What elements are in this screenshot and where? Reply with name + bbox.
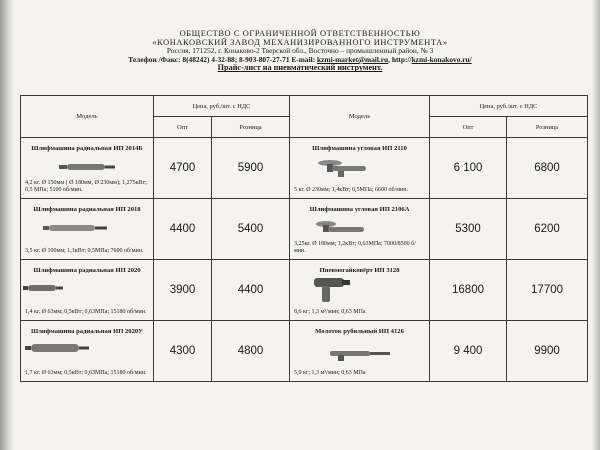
opt-price: 5300 xyxy=(430,199,507,260)
impact-wrench-icon xyxy=(312,276,352,304)
product-cell xyxy=(21,199,154,260)
retail-price: 5400 xyxy=(212,199,290,260)
product-specs: 5 кг. Ø 230мм; 1,4кВт; 0,5МПа; 6600 об/мин. xyxy=(294,187,408,194)
http-label: , http:// xyxy=(388,54,412,64)
product-cell xyxy=(290,321,430,382)
company-address: Россия, 171252, г. Конаково-2 Тверской обл., Восточно – промышленный район, № 3 xyxy=(166,46,434,56)
site-link[interactable]: kzmi-konakovo.ru/ xyxy=(411,54,472,64)
radial-grinder-icon xyxy=(43,224,107,232)
model-header-left: Модель xyxy=(21,96,154,138)
opt-price: 4400 xyxy=(154,199,212,260)
product-cell xyxy=(21,138,154,199)
retail-price: 17700 xyxy=(507,260,588,321)
opt-price: 9 400 xyxy=(430,321,507,382)
model-header-right: Модель xyxy=(290,96,430,138)
product-specs: 3,5 кг. Ø 100мм; 1,1кВт; 0,5МПа; 7600 об/мин. xyxy=(25,248,144,255)
radial-grinder-icon xyxy=(25,343,89,353)
product-cell xyxy=(290,199,430,260)
retail-price: 6200 xyxy=(507,199,588,260)
price-header-right: Цена, руб./шт. с НДС xyxy=(430,96,588,117)
scan-shadow-right xyxy=(592,0,600,450)
product-name: Молоток рубильный ИП 4126 xyxy=(315,328,404,335)
opt-price: 16800 xyxy=(430,260,507,321)
product-name: Шлифмашина угловая ИП 2110 xyxy=(312,145,407,152)
angle-grinder-icon xyxy=(318,156,370,178)
opt-price: 6 100 xyxy=(430,138,507,199)
table-header-row xyxy=(21,96,588,117)
product-cell xyxy=(21,321,154,382)
table-row xyxy=(21,260,588,321)
retail-price: 5900 xyxy=(212,138,290,199)
letterhead xyxy=(120,30,480,73)
email-link[interactable]: kzmi-market@mail.ru xyxy=(317,54,389,64)
product-name: Шлифмашина радиальная ИП 2018 xyxy=(33,206,141,213)
opt-header-right: Опт xyxy=(430,117,507,138)
opt-price: 4300 xyxy=(154,321,212,382)
product-specs: 1,7 кг. Ø 63мм; 0,5кВт; 0,63МПа; 15180 об/мин. xyxy=(25,370,147,377)
product-name: Шлифмашина радиальная ИП 2020У xyxy=(30,328,144,335)
retail-price: 4800 xyxy=(212,321,290,382)
opt-price: 3900 xyxy=(154,260,212,321)
product-specs: 8,6 кг; 1,3 м³/мин; 0,63 МПа xyxy=(294,309,366,316)
product-name: Шлифмашина радиальная ИП 2014Б xyxy=(31,145,143,152)
angle-grinder-icon xyxy=(316,218,368,238)
product-name: Шлифмашина угловая ИП 2106А xyxy=(309,206,410,213)
retail-price: 4400 xyxy=(212,260,290,321)
chipping-hammer-icon xyxy=(330,345,390,361)
product-name: Шлифмашина радиальная ИП 2020 xyxy=(33,267,141,274)
price-table xyxy=(20,95,588,382)
retail-price: 6800 xyxy=(507,138,588,199)
company-line-1: ОБЩЕСТВО С ОГРАНИЧЕННОЙ ОТВЕТСТВЕННОСТЬЮ xyxy=(179,29,421,38)
retail-price: 9900 xyxy=(507,321,588,382)
price-header-left: Цена, руб./шт. с НДС xyxy=(154,96,290,117)
product-specs: 5,9 кг; 1,3 м³/мин; 0,63 МПа xyxy=(294,370,366,377)
product-name: Пневмогайковёрт ИП 3128 xyxy=(319,267,400,274)
scan-shadow-left xyxy=(0,0,14,450)
document-title: Прайс-лист на пневматический инструмент. xyxy=(217,63,383,73)
product-cell xyxy=(290,138,430,199)
opt-header-left: Опт xyxy=(154,117,212,138)
table-row xyxy=(21,321,588,382)
radial-grinder-icon xyxy=(23,284,63,292)
phone-text: Телефон /Факс: 8(48242) 4-32-88; 8-903-807-27-71 E-mail: xyxy=(128,54,316,64)
company-line-2: «КОНАКОВСКИЙ ЗАВОД МЕХАНИЗИРОВАННОГО ИНСТРУМЕНТА» xyxy=(152,37,448,47)
retail-header-right: Розница xyxy=(507,117,588,138)
product-specs: 1,4 кг. Ø 63мм; 0,5кВт; 0,63МПа; 15180 об/мин. xyxy=(25,309,147,316)
opt-price: 4700 xyxy=(154,138,212,199)
table-row xyxy=(21,138,588,199)
product-specs: 3,25кг. Ø 180мм; 1,2кВт; 0,63МПа; 7000/8500 б/мин. xyxy=(294,241,416,255)
product-cell xyxy=(21,260,154,321)
table-row xyxy=(21,199,588,260)
product-cell xyxy=(290,260,430,321)
retail-header-left: Розница xyxy=(212,117,290,138)
radial-grinder-icon xyxy=(59,162,115,172)
product-specs: 4,2 кг. Ø 150мм ( Ø 180мм, Ø 230мм); 1,275кВт; 0,5 МПа; 5100 об/мин. xyxy=(25,180,147,194)
